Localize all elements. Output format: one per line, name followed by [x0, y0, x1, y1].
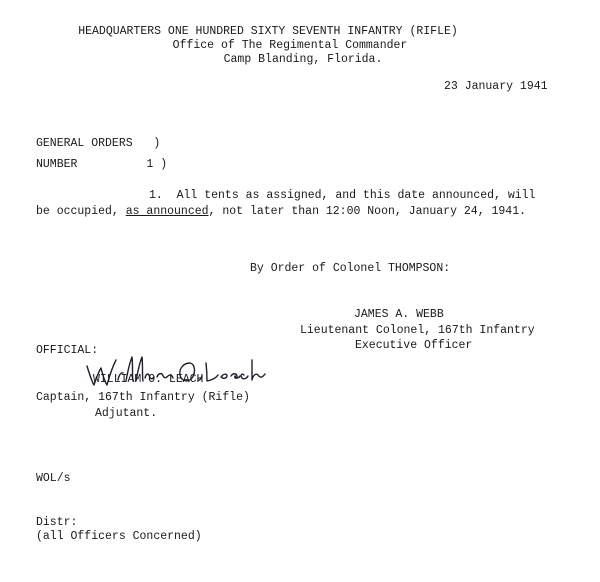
header-office: Office of The Regimental Commander: [172, 39, 408, 52]
paragraph-text-after: , not later than 12:00 Noon, January 24, 1941.: [208, 205, 526, 218]
order-date: 23 January 1941: [444, 80, 548, 93]
underlined-phrase: as announced: [125, 205, 209, 218]
official-label: OFFICIAL:: [36, 344, 99, 357]
distribution-value: (all Officers Concerned): [36, 530, 202, 543]
commander-name: JAMES A. WEBB: [354, 308, 444, 321]
header-location: Camp Blanding, Florida.: [223, 53, 383, 66]
header-unit: HEADQUARTERS ONE HUNDRED SIXTY SEVENTH INFANTRY (RIFLE): [78, 25, 458, 38]
by-order-line: By Order of Colonel THOMPSON:: [250, 262, 451, 275]
distribution-label: Distr:: [36, 516, 78, 529]
order-paragraph-line2: [36, 205, 526, 219]
adjutant-role: Adjutant.: [95, 407, 158, 420]
adjutant-name: WILLIAM O. LEACH: [93, 373, 204, 386]
order-number-label: NUMBER 1 ): [36, 158, 168, 171]
paragraph-text-before: be occupied,: [36, 205, 126, 218]
commander-title: Lieutenant Colonel, 167th Infantry: [300, 324, 535, 337]
order-paragraph-line1: 1. All tents as assigned, and this date announced, will: [149, 189, 536, 202]
initials: WOL/s: [36, 472, 71, 485]
general-orders-label: GENERAL ORDERS ): [36, 137, 161, 150]
adjutant-title: Captain, 167th Infantry (Rifle): [36, 391, 250, 404]
commander-role: Executive Officer: [355, 339, 473, 352]
